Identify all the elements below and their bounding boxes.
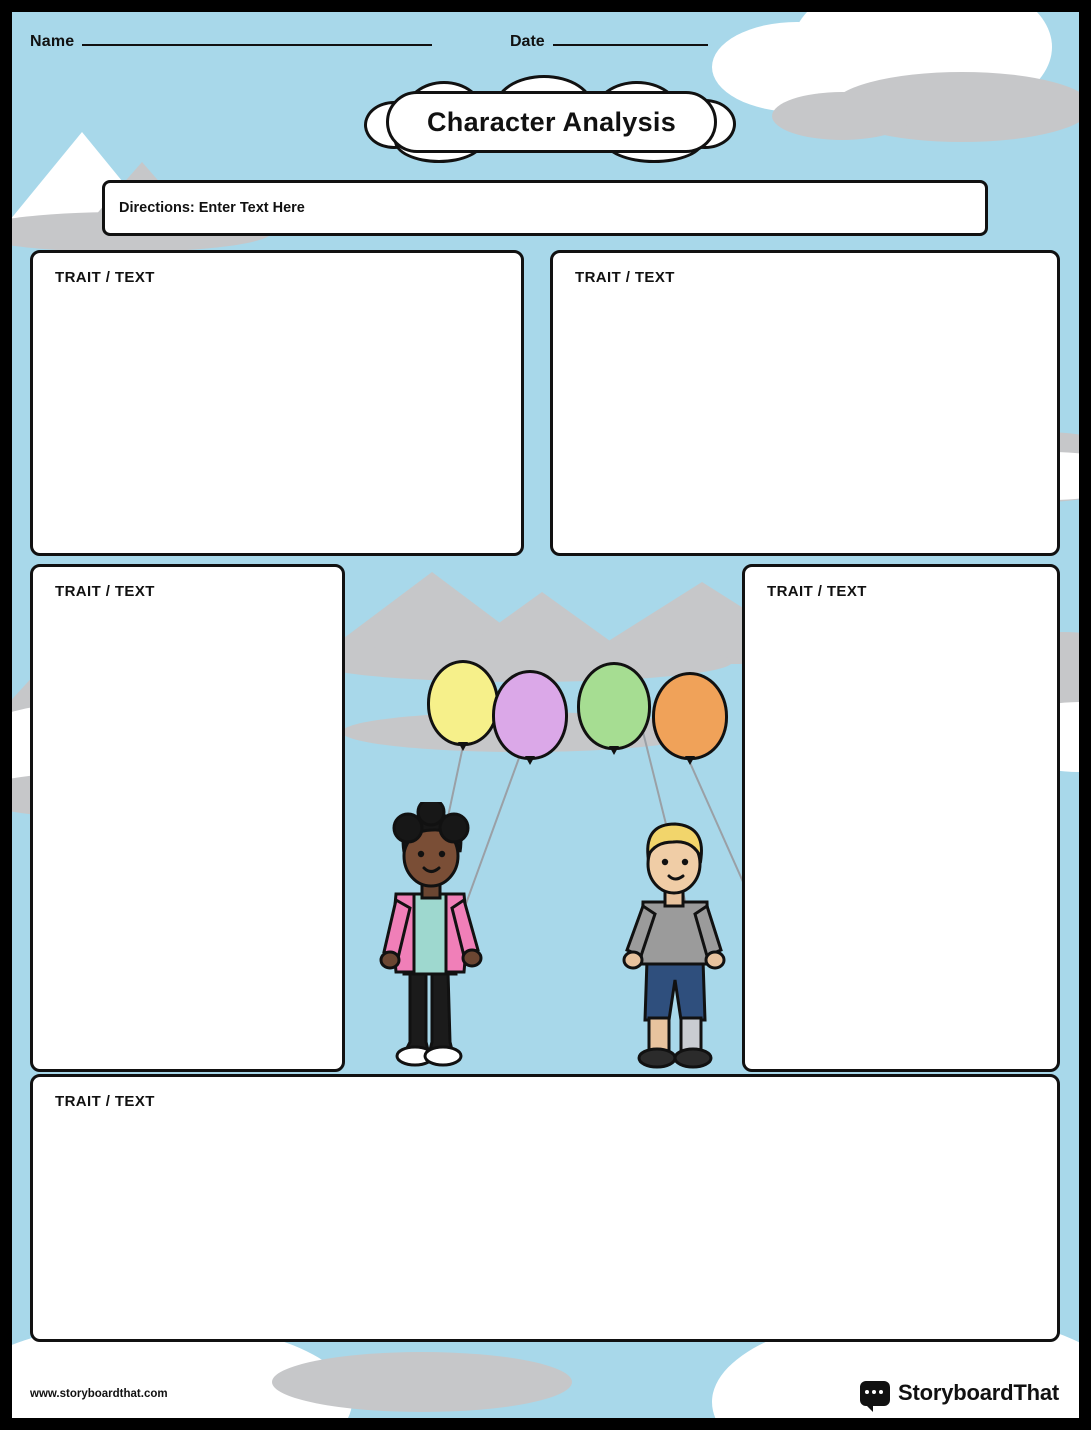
date-label: Date xyxy=(510,33,545,50)
directions-text: Directions: Enter Text Here xyxy=(119,200,305,216)
balloon-yellow xyxy=(427,660,499,746)
trait-box-3[interactable] xyxy=(30,564,345,1072)
title-cloud xyxy=(364,77,739,165)
balloon-green xyxy=(577,662,651,750)
page-title: Character Analysis xyxy=(426,106,677,137)
directions-box[interactable] xyxy=(102,180,988,236)
trait-label: TRAIT / TEXT xyxy=(55,1093,155,1110)
boy-character xyxy=(607,810,747,1072)
name-input-line[interactable] xyxy=(82,32,432,46)
trait-box-5[interactable] xyxy=(30,1074,1060,1342)
balloon-knot xyxy=(458,742,468,751)
balloon-orange xyxy=(652,672,728,760)
name-label: Name xyxy=(30,33,75,50)
trait-box-1[interactable] xyxy=(30,250,524,556)
balloon-kids-illustration xyxy=(352,642,752,1072)
date-input-line[interactable] xyxy=(553,32,708,46)
balloon-knot xyxy=(685,756,695,765)
balloon-knot xyxy=(525,756,535,765)
brand-name: StoryboardThat xyxy=(898,1380,1059,1405)
trait-box-2[interactable] xyxy=(550,250,1060,556)
footer-url[interactable]: www.storyboardthat.com xyxy=(30,1388,168,1400)
storyboardthat-logo xyxy=(860,1380,1059,1406)
speech-bubble-icon xyxy=(860,1381,890,1406)
trait-box-4[interactable] xyxy=(742,564,1060,1072)
trait-label: TRAIT / TEXT xyxy=(767,583,867,600)
trait-label: TRAIT / TEXT xyxy=(55,583,155,600)
trait-label: TRAIT / TEXT xyxy=(575,269,675,286)
date-field-row xyxy=(510,32,708,51)
name-field-row xyxy=(30,32,432,51)
girl-character xyxy=(362,802,502,1072)
trait-label: TRAIT / TEXT xyxy=(55,269,155,286)
balloon-knot xyxy=(609,746,619,755)
balloon-purple xyxy=(492,670,568,760)
worksheet-page xyxy=(12,12,1079,1418)
